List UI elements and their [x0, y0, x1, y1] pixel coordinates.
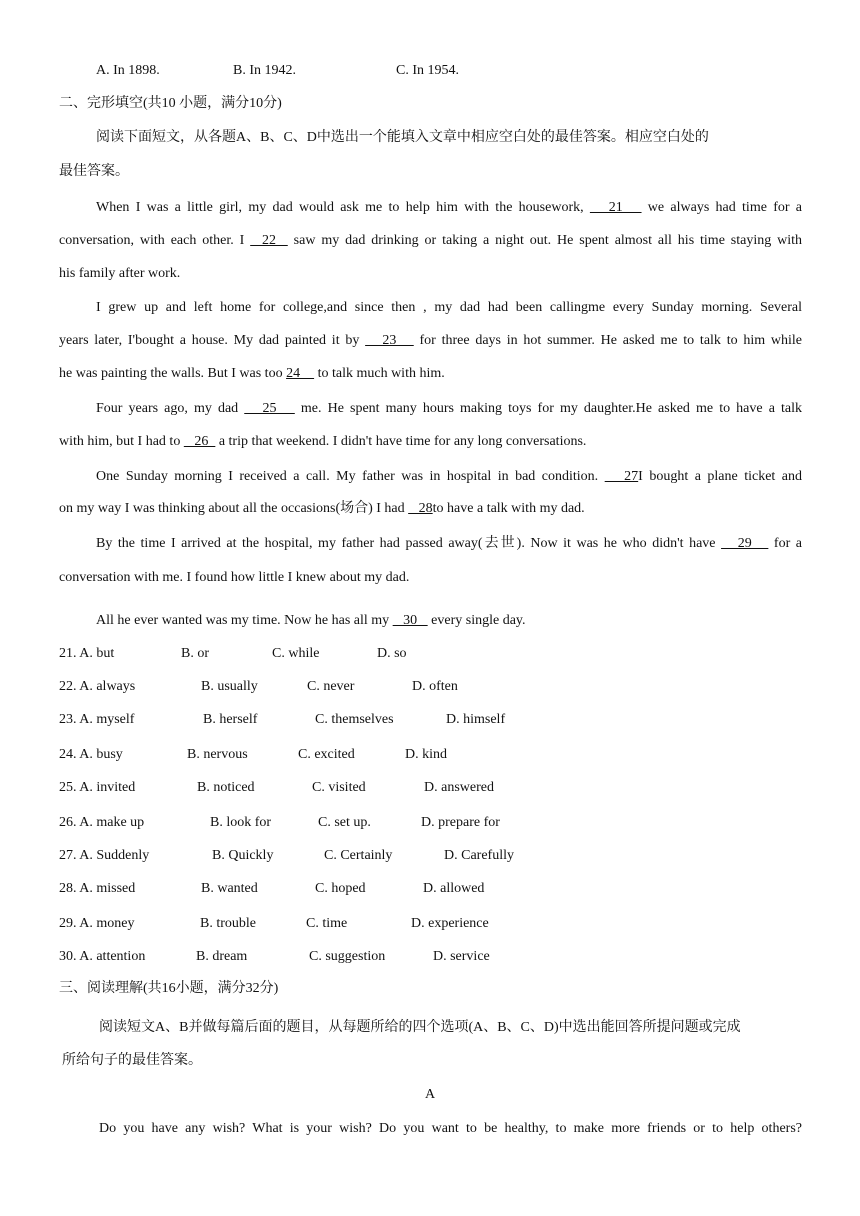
option-a: 25. A. invited — [59, 780, 136, 795]
section2-heading: 二、完形填空(共10 小题，满分10分) — [59, 96, 282, 111]
option-c: C. never — [307, 679, 355, 694]
blank-28: 28 — [408, 501, 433, 516]
option-a: 30. A. attention — [59, 949, 146, 964]
option-d: D. often — [412, 679, 458, 694]
option-a: 24. A. busy — [59, 747, 123, 762]
option-b: B. look for — [210, 815, 272, 830]
option-c: C. visited — [312, 780, 366, 795]
option-a: 22. A. always — [59, 679, 136, 694]
option-b: B. usually — [201, 679, 258, 694]
section3-instruction: 阅读短文A、B并做每篇后面的题目，从每题所给的四个选项(A、B、C、D)中选出能回答所提问题或完成 — [99, 1020, 741, 1035]
blank-27: 27 — [604, 469, 639, 484]
option-d: D. so — [377, 646, 407, 661]
option-d: D. allowed — [423, 881, 485, 896]
option-a: 23. A. myself — [59, 712, 135, 727]
passage-line: Do you have any wish? What is your wish? Do you want to be healthy, to make more friends or to help others? — [99, 1121, 802, 1136]
passage-line: Four years ago, my dad 25 me. He spent many hours making toys for my daughter.He asked me to have a talk — [96, 401, 802, 416]
prev-option-c: C. In 1954. — [396, 63, 459, 78]
blank-25: 25 — [244, 401, 295, 416]
option-b: B. dream — [196, 949, 248, 964]
option-a: 26. A. make up — [59, 815, 145, 830]
passage-line: When I was a little girl, my dad would ask me to help him with the housework, 21 we always had time for a — [96, 200, 803, 215]
option-b: B. trouble — [200, 916, 256, 931]
option-c: C. Certainly — [324, 848, 393, 863]
passage-line: I grew up and left home for college,and since then , my dad had been callingme every Sunday morning. Several — [96, 300, 802, 315]
passage-line: conversation, with each other. I 22 saw my dad drinking or taking a night out. He spent almost all his time staying with — [59, 233, 803, 248]
option-a: 29. A. money — [59, 916, 135, 931]
option-c: C. themselves — [315, 712, 394, 727]
prev-option-a: A. In 1898. — [96, 63, 160, 78]
blank-21: 21 — [589, 200, 642, 215]
option-d: D. service — [433, 949, 490, 964]
blank-29: 29 — [721, 536, 769, 551]
passage-line: years later, I'bought a house. My dad painted it by 23 for three days in hot summer. He asked me to talk to him while — [59, 333, 803, 348]
option-c: C. set up. — [318, 815, 371, 830]
option-c: C. suggestion — [309, 949, 386, 964]
option-b: B. herself — [203, 712, 258, 727]
option-a: 27. A. Suddenly — [59, 848, 150, 863]
option-d: D. himself — [446, 712, 506, 727]
option-d: D. experience — [411, 916, 489, 931]
option-a: 21. A. but — [59, 646, 115, 661]
option-c: C. time — [306, 916, 348, 931]
option-a: 28. A. missed — [59, 881, 136, 896]
passage-line: conversation with me. I found how little I knew about my dad. — [59, 570, 410, 585]
section3-heading: 三、阅读理解(共16小题，满分32分) — [59, 981, 279, 996]
option-c: C. while — [272, 646, 320, 661]
prev-option-b: B. In 1942. — [233, 63, 296, 78]
blank-24: 24 — [286, 366, 315, 381]
passage-line: All he ever wanted was my time. Now he has all my 30 every single day. — [96, 613, 526, 628]
option-c: C. excited — [298, 747, 355, 762]
section2-instruction-cont: 最佳答案。 — [59, 164, 129, 179]
blank-23: 23 — [365, 333, 414, 348]
option-b: B. or — [181, 646, 209, 661]
option-d: D. answered — [424, 780, 494, 795]
blank-26: 26 — [183, 434, 216, 449]
blank-30: 30 — [392, 613, 428, 628]
section3-instruction-cont: 所给句子的最佳答案。 — [62, 1053, 202, 1068]
option-b: B. Quickly — [212, 848, 274, 863]
passage-line: his family after work. — [59, 266, 181, 281]
passage-line: on my way I was thinking about all the occasions(场合) I had 28to have a talk with my dad. — [59, 501, 585, 516]
passage-line: with him, but I had to 26 a trip that weekend. I didn't have time for any long conversations. — [59, 434, 587, 449]
option-d: D. kind — [405, 747, 447, 762]
section2-instruction: 阅读下面短文，从各题A、B、C、D中选出一个能填入文章中相应空白处的最佳答案。相应空白处的 — [96, 130, 709, 145]
option-c: C. hoped — [315, 881, 366, 896]
option-b: B. nervous — [187, 747, 248, 762]
blank-22: 22 — [250, 233, 288, 248]
option-b: B. noticed — [197, 780, 255, 795]
option-b: B. wanted — [201, 881, 258, 896]
option-d: D. Carefully — [444, 848, 514, 863]
passage-label: A — [424, 1087, 436, 1102]
passage-line: By the time I arrived at the hospital, my father had passed away(去世). Now it was he who didn't have 29 for a — [96, 536, 802, 551]
passage-line: he was painting the walls. But I was too 24 to talk much with him. — [59, 366, 445, 381]
option-d: D. prepare for — [421, 815, 500, 830]
passage-line: One Sunday morning I received a call. My father was in hospital in bad condition. 27I bought a plane ticket and — [96, 469, 803, 484]
